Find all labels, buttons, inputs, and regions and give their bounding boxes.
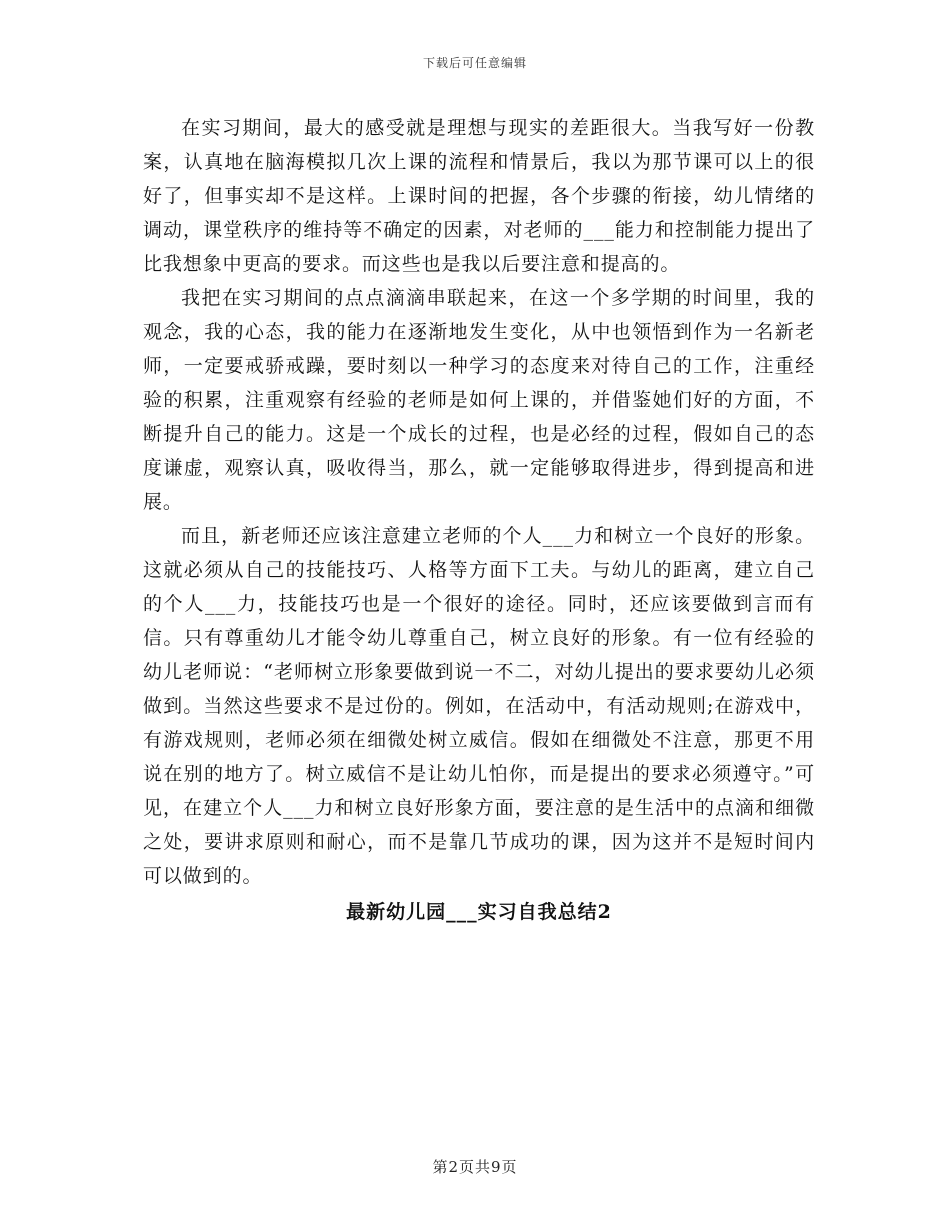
body-paragraph-3: 而且，新老师还应该注意建立老师的个人___力和树立一个良好的形象。这就必须从自己的技能技巧、人格等方面下工夫。与幼儿的距离，建立自己的个人___力，技能技巧也是一个很好的途径。同时，还应该要做到言而有信。只有尊重幼儿才能令幼儿尊重自己，树立良好的形象。有一位有经验的幼儿老师说：“老师树立形象要做到说一不二，对幼儿提出的要求要幼儿必须做到。当然这些要求不是过份的。例如，在活动中，有活动规则;在游戏中，有游戏规则，老师必须在细微处树立威信。假如在细微处不注意，那更不用说在别的地方了。树立威信不是让幼儿怕你，而是提出的要求必须遵守。”可见，在建立个人___力和树立良好形象方面，要注意的是生活中的点滴和细微之处，要讲求原则和耐心，而不是靠几节成功的课，因为这并不是短时间内可以做到的。 [143, 525, 815, 887]
section-heading: 最新幼儿园___实习自我总结2 [346, 901, 612, 923]
document-body [143, 111, 815, 929]
page-header-note: 下载后可任意编辑 [422, 56, 527, 70]
body-paragraph-1: 在实习期间，最大的感受就是理想与现实的差距很大。当我写好一份教案，认真地在脑海模拟几次上课的流程和情景后，我以为那节课可以上的很好了，但事实却不是这样。上课时间的把握，各个步骤的衔接，幼儿情绪的调动，课堂秩序的维持等不确定的因素，对老师的___能力和控制能力提出了比我想象中更高的要求。而这些也是我以后要注意和提高的。 [143, 117, 815, 275]
body-paragraph-2: 我把在实习期间的点点滴滴串联起来，在这一个多学期的时间里，我的观念，我的心态，我的能力在逐渐地发生变化，从中也领悟到作为一名新老师，一定要戒骄戒躁，要时刻以一种学习的态度来对待自己的工作，注重经验的积累，注重观察有经验的老师是如何上课的，并借鉴她们好的方面，不断提升自己的能力。这是一个成长的过程，也是必经的过程，假如自己的态度谦虚，观察认真，吸收得当，那么，就一定能够取得进步，得到提高和进展。 [143, 287, 815, 513]
page-number-footer: 第2页共9页 [432, 1158, 518, 1176]
